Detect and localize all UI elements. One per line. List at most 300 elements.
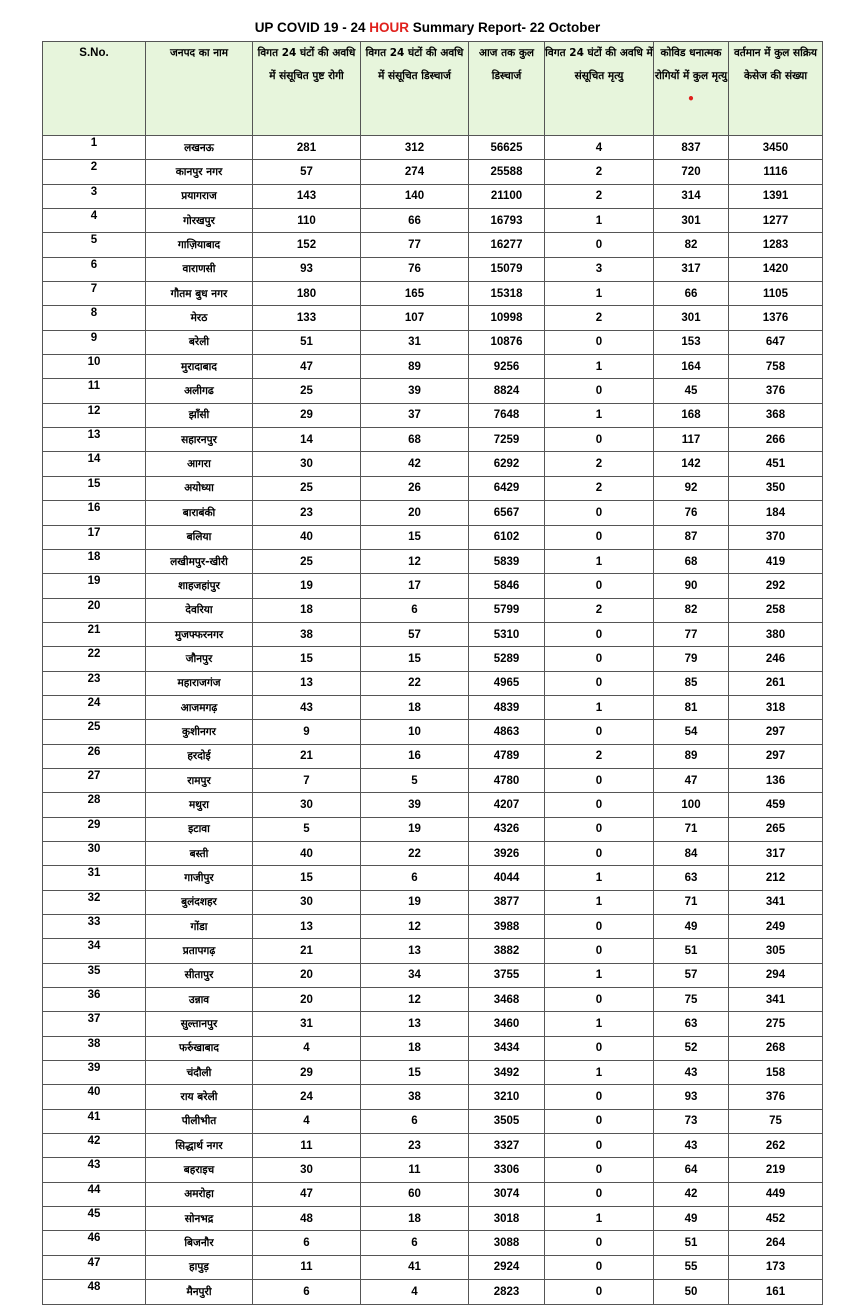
cell-discharge-24h: 6 xyxy=(361,1109,469,1133)
cell-district: शाहजहांपुर xyxy=(146,574,253,598)
cell-district: पीलीभीत xyxy=(146,1109,253,1133)
cell-positive-24h: 15 xyxy=(253,866,361,890)
cell-sno: 31 xyxy=(43,866,146,890)
cell-deaths-24h: 0 xyxy=(545,841,654,865)
cell-district: उन्नाव xyxy=(146,988,253,1012)
cell-active-cases: 261 xyxy=(729,671,823,695)
cell-sno: 32 xyxy=(43,890,146,914)
cell-total-discharge: 25588 xyxy=(469,160,545,184)
cell-discharge-24h: 15 xyxy=(361,647,469,671)
header-district: जनपद का नाम xyxy=(146,42,253,136)
cell-discharge-24h: 76 xyxy=(361,257,469,281)
cell-sno: 19 xyxy=(43,574,146,598)
cell-deaths-24h: 2 xyxy=(545,598,654,622)
cell-district: गोरखपुर xyxy=(146,209,253,233)
cell-discharge-24h: 18 xyxy=(361,1036,469,1060)
cell-total-deaths: 51 xyxy=(654,939,729,963)
cell-discharge-24h: 23 xyxy=(361,1134,469,1158)
cell-active-cases: 297 xyxy=(729,720,823,744)
cell-total-discharge: 3988 xyxy=(469,915,545,939)
cell-discharge-24h: 6 xyxy=(361,1231,469,1255)
cell-total-deaths: 82 xyxy=(654,233,729,257)
cell-deaths-24h: 0 xyxy=(545,647,654,671)
table-row xyxy=(43,1061,823,1085)
cell-district: लखनऊ xyxy=(146,136,253,160)
cell-active-cases: 1105 xyxy=(729,282,823,306)
cell-total-discharge: 16793 xyxy=(469,209,545,233)
table-row xyxy=(43,136,823,160)
cell-district: बुलंदशहर xyxy=(146,890,253,914)
cell-discharge-24h: 140 xyxy=(361,184,469,208)
cell-total-discharge: 3088 xyxy=(469,1231,545,1255)
cell-positive-24h: 5 xyxy=(253,817,361,841)
table-row xyxy=(43,549,823,573)
cell-total-deaths: 100 xyxy=(654,793,729,817)
cell-discharge-24h: 11 xyxy=(361,1158,469,1182)
header-discharge-24h: विगत 24 घंटों की अवधि में संसूचित डिस्चार्ज xyxy=(361,42,469,136)
cell-positive-24h: 20 xyxy=(253,988,361,1012)
table-row xyxy=(43,817,823,841)
cell-total-deaths: 89 xyxy=(654,744,729,768)
cell-positive-24h: 19 xyxy=(253,574,361,598)
cell-discharge-24h: 89 xyxy=(361,355,469,379)
cell-sno: 8 xyxy=(43,306,146,330)
cell-positive-24h: 6 xyxy=(253,1231,361,1255)
cell-discharge-24h: 18 xyxy=(361,1207,469,1231)
cell-deaths-24h: 0 xyxy=(545,1085,654,1109)
cell-deaths-24h: 0 xyxy=(545,1134,654,1158)
cell-deaths-24h: 1 xyxy=(545,403,654,427)
cell-positive-24h: 30 xyxy=(253,452,361,476)
cell-district: सहारनपुर xyxy=(146,428,253,452)
header-sno: S.No. xyxy=(43,42,146,136)
cell-district: कुशीनगर xyxy=(146,720,253,744)
cell-total-discharge: 9256 xyxy=(469,355,545,379)
cell-total-deaths: 51 xyxy=(654,1231,729,1255)
cell-active-cases: 449 xyxy=(729,1182,823,1206)
cell-discharge-24h: 107 xyxy=(361,306,469,330)
cell-total-deaths: 43 xyxy=(654,1134,729,1158)
cell-active-cases: 264 xyxy=(729,1231,823,1255)
cell-sno: 29 xyxy=(43,817,146,841)
cell-total-discharge: 3755 xyxy=(469,963,545,987)
cell-discharge-24h: 6 xyxy=(361,598,469,622)
table-row xyxy=(43,574,823,598)
cell-active-cases: 318 xyxy=(729,695,823,719)
table-row xyxy=(43,233,823,257)
cell-positive-24h: 24 xyxy=(253,1085,361,1109)
cell-positive-24h: 281 xyxy=(253,136,361,160)
cell-active-cases: 294 xyxy=(729,963,823,987)
cell-positive-24h: 51 xyxy=(253,330,361,354)
cell-discharge-24h: 165 xyxy=(361,282,469,306)
cell-district: जौनपुर xyxy=(146,647,253,671)
cell-sno: 43 xyxy=(43,1158,146,1182)
cell-deaths-24h: 0 xyxy=(545,1280,654,1304)
cell-active-cases: 380 xyxy=(729,622,823,646)
cell-total-discharge: 3460 xyxy=(469,1012,545,1036)
cell-positive-24h: 40 xyxy=(253,525,361,549)
cell-active-cases: 341 xyxy=(729,890,823,914)
cell-sno: 33 xyxy=(43,915,146,939)
table-row xyxy=(43,1036,823,1060)
cell-district: मुरादाबाद xyxy=(146,355,253,379)
table-row xyxy=(43,1134,823,1158)
cell-district: कानपुर नगर xyxy=(146,160,253,184)
cell-positive-24h: 18 xyxy=(253,598,361,622)
header-total-discharge: आज तक कुल डिस्चार्ज xyxy=(469,42,545,136)
cell-total-deaths: 43 xyxy=(654,1061,729,1085)
cell-deaths-24h: 0 xyxy=(545,501,654,525)
summary-table xyxy=(42,41,823,1305)
cell-sno: 12 xyxy=(43,403,146,427)
cell-positive-24h: 23 xyxy=(253,501,361,525)
cell-total-deaths: 720 xyxy=(654,160,729,184)
cell-discharge-24h: 57 xyxy=(361,622,469,646)
cell-district: प्रयागराज xyxy=(146,184,253,208)
cell-deaths-24h: 1 xyxy=(545,549,654,573)
cell-total-discharge: 5799 xyxy=(469,598,545,622)
cell-active-cases: 451 xyxy=(729,452,823,476)
cell-total-deaths: 93 xyxy=(654,1085,729,1109)
cell-sno: 46 xyxy=(43,1231,146,1255)
cell-sno: 34 xyxy=(43,939,146,963)
cell-sno: 18 xyxy=(43,549,146,573)
cell-positive-24h: 13 xyxy=(253,671,361,695)
cell-district: बरेली xyxy=(146,330,253,354)
table-row xyxy=(43,501,823,525)
cell-deaths-24h: 0 xyxy=(545,720,654,744)
cell-district: महाराजगंज xyxy=(146,671,253,695)
cell-discharge-24h: 34 xyxy=(361,963,469,987)
cell-total-deaths: 50 xyxy=(654,1280,729,1304)
table-row xyxy=(43,720,823,744)
cell-sno: 9 xyxy=(43,330,146,354)
cell-active-cases: 136 xyxy=(729,768,823,792)
cell-sno: 11 xyxy=(43,379,146,403)
cell-deaths-24h: 1 xyxy=(545,1061,654,1085)
cell-positive-24h: 40 xyxy=(253,841,361,865)
table-row xyxy=(43,282,823,306)
header-positive-24h: विगत 24 घंटों की अवधि में संसूचित पुष्ट रोगी xyxy=(253,42,361,136)
cell-total-discharge: 4780 xyxy=(469,768,545,792)
cell-active-cases: 184 xyxy=(729,501,823,525)
cell-total-deaths: 301 xyxy=(654,306,729,330)
cell-total-deaths: 142 xyxy=(654,452,729,476)
cell-active-cases: 1420 xyxy=(729,257,823,281)
cell-district: इटावा xyxy=(146,817,253,841)
cell-district: बिजनौर xyxy=(146,1231,253,1255)
table-row xyxy=(43,671,823,695)
cell-discharge-24h: 4 xyxy=(361,1280,469,1304)
cell-active-cases: 258 xyxy=(729,598,823,622)
cell-discharge-24h: 312 xyxy=(361,136,469,160)
cell-district: मैनपुरी xyxy=(146,1280,253,1304)
cell-positive-24h: 152 xyxy=(253,233,361,257)
cell-discharge-24h: 10 xyxy=(361,720,469,744)
cell-total-discharge: 5846 xyxy=(469,574,545,598)
header-row xyxy=(43,42,823,136)
cell-total-deaths: 49 xyxy=(654,915,729,939)
cell-positive-24h: 4 xyxy=(253,1036,361,1060)
cell-sno: 40 xyxy=(43,1085,146,1109)
cell-deaths-24h: 1 xyxy=(545,355,654,379)
cell-active-cases: 3450 xyxy=(729,136,823,160)
cell-active-cases: 75 xyxy=(729,1109,823,1133)
cell-sno: 22 xyxy=(43,647,146,671)
cell-active-cases: 419 xyxy=(729,549,823,573)
cell-active-cases: 317 xyxy=(729,841,823,865)
cell-positive-24h: 29 xyxy=(253,403,361,427)
table-row xyxy=(43,841,823,865)
cell-active-cases: 459 xyxy=(729,793,823,817)
cell-total-discharge: 4863 xyxy=(469,720,545,744)
cell-positive-24h: 47 xyxy=(253,1182,361,1206)
cell-total-discharge: 3877 xyxy=(469,890,545,914)
cell-discharge-24h: 42 xyxy=(361,452,469,476)
cell-active-cases: 297 xyxy=(729,744,823,768)
table-row xyxy=(43,1280,823,1304)
cell-discharge-24h: 26 xyxy=(361,476,469,500)
cell-total-deaths: 75 xyxy=(654,988,729,1012)
cell-sno: 21 xyxy=(43,622,146,646)
cell-deaths-24h: 2 xyxy=(545,160,654,184)
cell-deaths-24h: 3 xyxy=(545,257,654,281)
cell-total-deaths: 49 xyxy=(654,1207,729,1231)
cell-positive-24h: 93 xyxy=(253,257,361,281)
cell-positive-24h: 15 xyxy=(253,647,361,671)
cell-district: अयोध्या xyxy=(146,476,253,500)
header-active-cases: वर्तमान में कुल सक्रिय केसेज की संख्या xyxy=(729,42,823,136)
cell-positive-24h: 29 xyxy=(253,1061,361,1085)
cell-discharge-24h: 17 xyxy=(361,574,469,598)
cell-sno: 48 xyxy=(43,1280,146,1304)
cell-total-discharge: 8824 xyxy=(469,379,545,403)
cell-total-deaths: 168 xyxy=(654,403,729,427)
table-row xyxy=(43,209,823,233)
table-row xyxy=(43,695,823,719)
table-body xyxy=(43,136,823,1305)
cell-discharge-24h: 16 xyxy=(361,744,469,768)
cell-deaths-24h: 0 xyxy=(545,525,654,549)
cell-total-deaths: 314 xyxy=(654,184,729,208)
cell-positive-24h: 9 xyxy=(253,720,361,744)
cell-total-deaths: 64 xyxy=(654,1158,729,1182)
cell-sno: 44 xyxy=(43,1182,146,1206)
cell-discharge-24h: 60 xyxy=(361,1182,469,1206)
cell-active-cases: 275 xyxy=(729,1012,823,1036)
cell-district: झाँसी xyxy=(146,403,253,427)
cell-district: प्रतापगढ़ xyxy=(146,939,253,963)
cell-positive-24h: 180 xyxy=(253,282,361,306)
cell-total-deaths: 55 xyxy=(654,1255,729,1279)
cell-district: बलिया xyxy=(146,525,253,549)
cell-district: अमरोहा xyxy=(146,1182,253,1206)
cell-total-discharge: 3210 xyxy=(469,1085,545,1109)
cell-sno: 39 xyxy=(43,1061,146,1085)
cell-active-cases: 249 xyxy=(729,915,823,939)
table-row xyxy=(43,939,823,963)
cell-sno: 42 xyxy=(43,1134,146,1158)
cell-positive-24h: 30 xyxy=(253,793,361,817)
cell-sno: 4 xyxy=(43,209,146,233)
cell-deaths-24h: 0 xyxy=(545,988,654,1012)
table-row xyxy=(43,257,823,281)
cell-total-deaths: 54 xyxy=(654,720,729,744)
cell-sno: 10 xyxy=(43,355,146,379)
cell-positive-24h: 25 xyxy=(253,549,361,573)
cell-total-discharge: 4207 xyxy=(469,793,545,817)
cell-district: गाजीपुर xyxy=(146,866,253,890)
report-title xyxy=(0,20,855,35)
cell-district: बाराबंकी xyxy=(146,501,253,525)
cell-total-discharge: 3306 xyxy=(469,1158,545,1182)
cell-total-deaths: 82 xyxy=(654,598,729,622)
table-row xyxy=(43,330,823,354)
cell-sno: 16 xyxy=(43,501,146,525)
table-row xyxy=(43,306,823,330)
table-row xyxy=(43,1109,823,1133)
cell-deaths-24h: 0 xyxy=(545,622,654,646)
cell-deaths-24h: 1 xyxy=(545,866,654,890)
cell-deaths-24h: 0 xyxy=(545,671,654,695)
cell-sno: 17 xyxy=(43,525,146,549)
cell-deaths-24h: 2 xyxy=(545,476,654,500)
cell-total-discharge: 7648 xyxy=(469,403,545,427)
cell-sno: 2 xyxy=(43,160,146,184)
cell-deaths-24h: 2 xyxy=(545,184,654,208)
cell-discharge-24h: 12 xyxy=(361,915,469,939)
header-total-deaths-label: कोविड धनात्मक रोगियों में कुल मृत्यु xyxy=(654,47,728,82)
cell-district: गौतम बुध नगर xyxy=(146,282,253,306)
cell-total-deaths: 77 xyxy=(654,622,729,646)
cell-positive-24h: 38 xyxy=(253,622,361,646)
cell-district: गाज़ियाबाद xyxy=(146,233,253,257)
cell-positive-24h: 31 xyxy=(253,1012,361,1036)
cell-sno: 41 xyxy=(43,1109,146,1133)
cell-total-deaths: 42 xyxy=(654,1182,729,1206)
cell-discharge-24h: 77 xyxy=(361,233,469,257)
cell-total-discharge: 6567 xyxy=(469,501,545,525)
cell-sno: 45 xyxy=(43,1207,146,1231)
cell-district: रामपुर xyxy=(146,768,253,792)
cell-total-deaths: 71 xyxy=(654,817,729,841)
cell-positive-24h: 43 xyxy=(253,695,361,719)
cell-total-deaths: 68 xyxy=(654,549,729,573)
table-row xyxy=(43,452,823,476)
cell-total-discharge: 2823 xyxy=(469,1280,545,1304)
cell-total-deaths: 57 xyxy=(654,963,729,987)
cell-total-discharge: 21100 xyxy=(469,184,545,208)
cell-deaths-24h: 0 xyxy=(545,939,654,963)
cell-active-cases: 161 xyxy=(729,1280,823,1304)
cell-discharge-24h: 5 xyxy=(361,768,469,792)
cell-total-deaths: 63 xyxy=(654,866,729,890)
cell-district: मथुरा xyxy=(146,793,253,817)
cell-district: आजमगढ़ xyxy=(146,695,253,719)
cell-sno: 15 xyxy=(43,476,146,500)
cell-total-deaths: 92 xyxy=(654,476,729,500)
cell-deaths-24h: 1 xyxy=(545,695,654,719)
cell-active-cases: 173 xyxy=(729,1255,823,1279)
cell-active-cases: 268 xyxy=(729,1036,823,1060)
cell-sno: 28 xyxy=(43,793,146,817)
cell-discharge-24h: 15 xyxy=(361,1061,469,1085)
cell-discharge-24h: 66 xyxy=(361,209,469,233)
cell-positive-24h: 13 xyxy=(253,915,361,939)
cell-total-discharge: 3434 xyxy=(469,1036,545,1060)
cell-sno: 30 xyxy=(43,841,146,865)
cell-sno: 24 xyxy=(43,695,146,719)
cell-district: बस्ती xyxy=(146,841,253,865)
table-row xyxy=(43,1207,823,1231)
table-row xyxy=(43,598,823,622)
cell-total-deaths: 79 xyxy=(654,647,729,671)
cell-sno: 25 xyxy=(43,720,146,744)
table-row xyxy=(43,1085,823,1109)
cell-positive-24h: 110 xyxy=(253,209,361,233)
cell-discharge-24h: 20 xyxy=(361,501,469,525)
cell-positive-24h: 30 xyxy=(253,890,361,914)
cell-active-cases: 1283 xyxy=(729,233,823,257)
table-row xyxy=(43,525,823,549)
cell-positive-24h: 30 xyxy=(253,1158,361,1182)
table-row xyxy=(43,768,823,792)
cell-active-cases: 350 xyxy=(729,476,823,500)
cell-sno: 23 xyxy=(43,671,146,695)
table-row xyxy=(43,1255,823,1279)
cell-active-cases: 212 xyxy=(729,866,823,890)
cell-deaths-24h: 0 xyxy=(545,1109,654,1133)
cell-active-cases: 305 xyxy=(729,939,823,963)
cell-district: लखीमपुर-खीरी xyxy=(146,549,253,573)
cell-positive-24h: 57 xyxy=(253,160,361,184)
cell-discharge-24h: 18 xyxy=(361,695,469,719)
cell-discharge-24h: 31 xyxy=(361,330,469,354)
table-row xyxy=(43,622,823,646)
cell-total-discharge: 2924 xyxy=(469,1255,545,1279)
cell-positive-24h: 6 xyxy=(253,1280,361,1304)
cell-active-cases: 1116 xyxy=(729,160,823,184)
cell-active-cases: 341 xyxy=(729,988,823,1012)
cell-district: हरदोई xyxy=(146,744,253,768)
cell-sno: 5 xyxy=(43,233,146,257)
cell-sno: 27 xyxy=(43,768,146,792)
cell-total-discharge: 7259 xyxy=(469,428,545,452)
cell-deaths-24h: 2 xyxy=(545,744,654,768)
cell-deaths-24h: 2 xyxy=(545,306,654,330)
cell-sno: 14 xyxy=(43,452,146,476)
cell-active-cases: 452 xyxy=(729,1207,823,1231)
cell-total-discharge: 4044 xyxy=(469,866,545,890)
cell-deaths-24h: 0 xyxy=(545,1231,654,1255)
cell-active-cases: 1376 xyxy=(729,306,823,330)
cell-total-deaths: 317 xyxy=(654,257,729,281)
cell-positive-24h: 11 xyxy=(253,1255,361,1279)
cell-total-deaths: 837 xyxy=(654,136,729,160)
cell-positive-24h: 133 xyxy=(253,306,361,330)
cell-sno: 1 xyxy=(43,136,146,160)
cell-deaths-24h: 1 xyxy=(545,209,654,233)
cell-total-discharge: 3468 xyxy=(469,988,545,1012)
cell-district: सीतापुर xyxy=(146,963,253,987)
table-row xyxy=(43,184,823,208)
cell-deaths-24h: 0 xyxy=(545,1036,654,1060)
cell-sno: 35 xyxy=(43,963,146,987)
cell-district: मुजफ्फरनगर xyxy=(146,622,253,646)
header-total-deaths-mark: • xyxy=(687,92,695,106)
cell-district: चंदौली xyxy=(146,1061,253,1085)
